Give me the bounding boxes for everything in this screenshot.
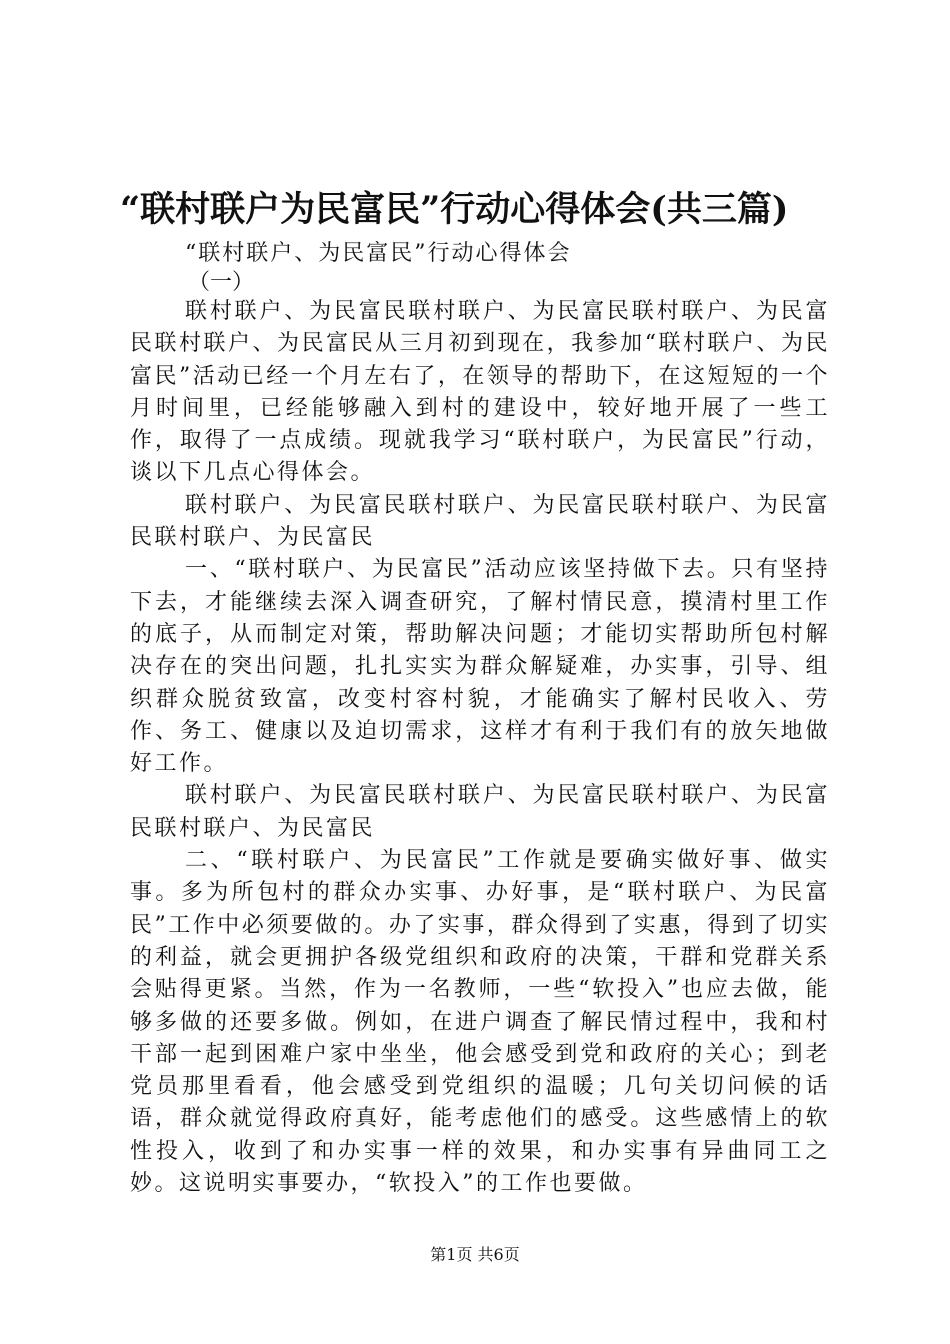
document-body bbox=[130, 296, 830, 1200]
paragraph: 联村联户、为民富民联村联户、为民富民联村联户、为民富民联村联户、为民富民从三月初到现在，我参加“联村联户、为民富民”活动已经一个月左右了，在领导的帮助下，在这短短的一个月时间里，已经能够融入到村的建设中，较好地开展了一些工作，取得了一点成绩。现就我学习“联村联户，为民富民”行动，谈以下几点心得体会。 bbox=[130, 299, 830, 486]
section-marker: （一） bbox=[188, 270, 255, 295]
page-footer: 第1页 共6页 bbox=[430, 1245, 520, 1264]
document-subtitle: “联村联户、为民富民”行动心得体会 bbox=[185, 241, 572, 266]
paragraph: 联村联户、为民富民联村联户、为民富民联村联户、为民富民联村联户、为民富民 bbox=[130, 492, 830, 551]
document-title: “联村联户为民富民”行动心得体会(共三篇) bbox=[120, 189, 789, 230]
paragraph: 联村联户、为民富民联村联户、为民富民联村联户、为民富民联村联户、为民富民 bbox=[130, 783, 830, 841]
paragraph: 一、“联村联户、为民富民”活动应该坚持做下去。只有坚持下去，才能继续去深入调查研究，了解村情民意，摸清村里工作的底子，从而制定对策，帮助解决问题；才能切实帮助所包村解决存在的突出问题，扎扎实实为群众解疑难，办实事，引导、组织群众脱贫致富，改变村容村貌，才能确实了解村民收入、劳作、务工、健康以及迫切需求，这样才有利于我们有的放矢地做好工作。 bbox=[130, 557, 830, 777]
paragraph: 二、“联村联户、为民富民”工作就是要确实做好事、做实事。多为所包村的群众办实事、办好事，是“联村联户、为民富民”工作中必须要做的。办了实事，群众得到了实惠，得到了切实的利益，就会更拥护各级党组织和政府的决策，干群和党群关系会贴得更紧。当然，作为一名教师，一些“软投入”也应去做，能够多做的还要多做。例如，在进户调查了解民情过程中，我和村干部一起到困难户家中坐坐，他会感受到党和政府的关心；到老党员那里看看，他会感受到党组织的温暖；几句关切问候的话语，群众就觉得政府真好，能考虑他们的感受。这些感情上的软性投入，收到了和办实事一样的效果，和办实事有异曲同工之妙。这说明实事要办，“软投入”的工作也要做。 bbox=[130, 848, 830, 1197]
